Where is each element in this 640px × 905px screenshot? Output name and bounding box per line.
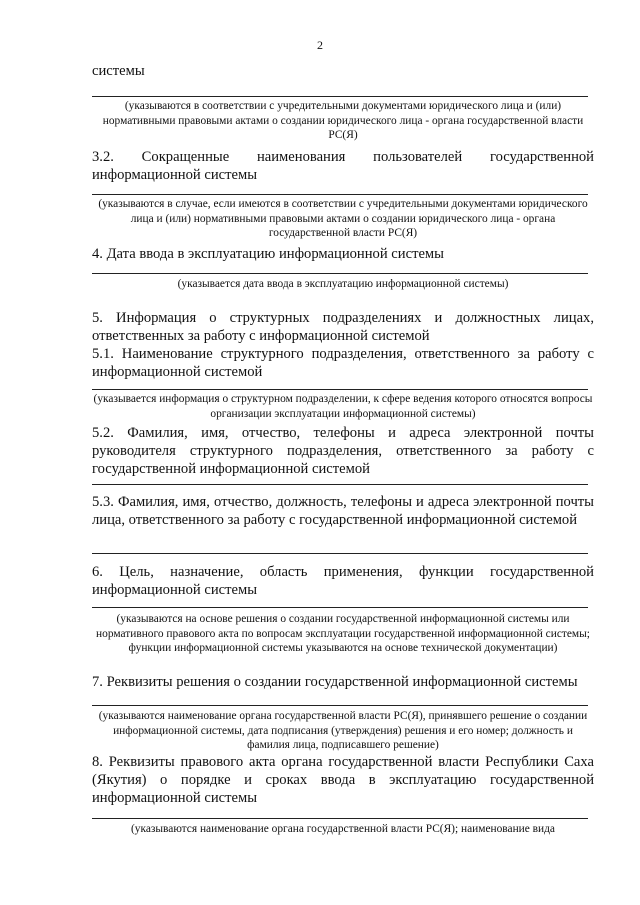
section-5: 5. Информация о структурных подразделениях и должностных лицах, ответственных за работу с информационной системой <box>92 310 594 344</box>
section-3-2-line2: информационной системы <box>92 167 258 183</box>
note-decision: (указываются наименование органа государственной власти РС(Я), принявшего решение о создании информационной системы, дата подписания (утверждения) решения и его номер; должность и фамилия лица, подписавшего решение) <box>98 710 588 752</box>
section-8: 8. Реквизиты правового акта органа государственной власти Республики Саха (Якутия) о порядке и сроках ввода в эксплуатацию государственной информационной системы <box>92 754 594 806</box>
section-4: 4. Дата ввода в эксплуатацию информационной системы <box>92 246 444 262</box>
blank-line-purpose <box>92 607 588 608</box>
note-founding-docs: (указываются в соответствии с учредительными документами юридического лица и (или) нормативными правовыми актами о создании юридического лица - органа государственной власти РС(Я) <box>102 100 584 142</box>
blank-line-founding <box>92 96 588 97</box>
blank-line-short-names <box>92 194 588 195</box>
section-5-2: 5.2. Фамилия, имя, отчество, телефоны и адреса электронной почты руководителя структурного подразделения, ответственного за работу с государственной информационной системой <box>92 425 594 477</box>
section-5-1: 5.1. Наименование структурного подразделения, ответственного за работу с информационной системой <box>92 346 594 380</box>
section-5-3: 5.3. Фамилия, имя, отчество, должность, телефоны и адреса электронной почты лица, ответственного за работу с государственной информационной системой <box>92 494 594 528</box>
note-purpose: (указываются на основе решения о создании государственной информационной системы или нормативного правового акта по вопросам эксплуатации государственной информационной системы; функции информационной системы указываются на основе технической документации) <box>96 613 590 655</box>
note-struct-unit: (указывается информация о структурном подразделении, к сфере ведения которого относятся вопросы организации эксплуатации информационной системы) <box>93 393 593 420</box>
blank-line-date <box>92 273 588 274</box>
section-7: 7. Реквизиты решения о создании государственной информационной системы <box>92 674 578 690</box>
blank-line-responsible <box>92 553 588 554</box>
section-6: 6. Цель, назначение, область применения, функции государственной информационной системы <box>92 564 594 598</box>
page-number: 2 <box>317 38 323 52</box>
note-if-any: (указываются в случае, если имеются в соответствии с учредительными документами юридического лица и (или) нормативными правовыми актами о создании юридического лица - органа государственной власти РС(Я) <box>98 198 588 240</box>
blank-line-legal-act <box>92 818 588 819</box>
blank-line-head <box>92 484 588 485</box>
note-legal-act: (указываются наименование органа государственной власти РС(Я); наименование вида <box>130 823 555 835</box>
section-3-2-line1: 3.2. Сокращенные наименования пользователей государственной <box>92 149 594 165</box>
blank-line-struct-unit <box>92 389 588 390</box>
top-word: системы <box>92 63 145 79</box>
blank-line-decision <box>92 705 588 706</box>
note-date: (указывается дата ввода в эксплуатацию информационной системы) <box>177 278 509 290</box>
